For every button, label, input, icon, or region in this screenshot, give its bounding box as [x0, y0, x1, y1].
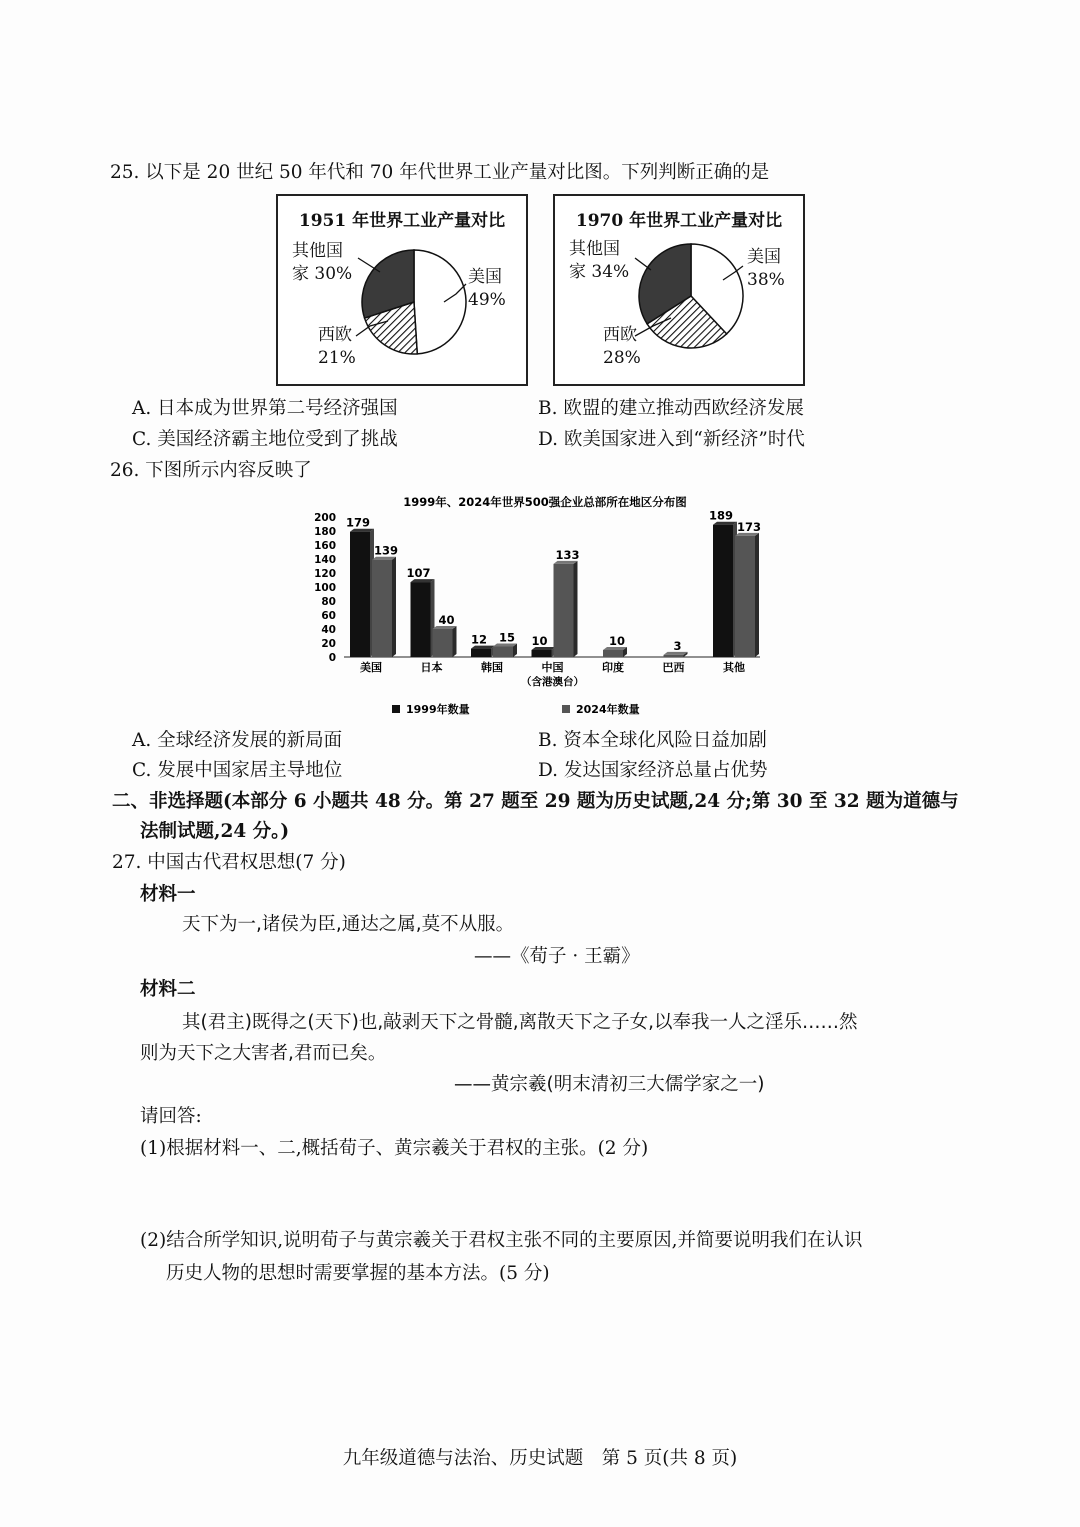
section2-heading-cont: 法制试题,24 分。) — [140, 821, 290, 842]
q25-option-b: B. 欧盟的建立推动西欧经济发展 — [538, 398, 804, 419]
bar-value-label: 189 — [708, 508, 734, 523]
q26-option-d: D. 发达国家经济总量占优势 — [538, 760, 768, 781]
material-one-label: 材料一 — [140, 884, 196, 905]
bar-1999年数量-其他 — [713, 525, 733, 657]
pie-1951-slice-0 — [414, 250, 466, 354]
q25-option-c: C. 美国经济霸主地位受到了挑战 — [132, 429, 398, 450]
y-tick-label: 100 — [314, 582, 336, 594]
x-category-sublabel: （含港澳台） — [521, 676, 584, 688]
bar-1999年数量-韩国 — [471, 649, 491, 657]
page-footer: 九年级道德与法治、历史试题 第 5 页(共 8 页) — [342, 1448, 738, 1469]
pie-1970-title: 1970 年世界工业产量对比 — [575, 211, 783, 231]
legend-label-2024: 2024年数量 — [576, 703, 640, 716]
x-category-label: 中国 — [541, 661, 564, 674]
q26-option-c: C. 发展中国家居主导地位 — [132, 760, 343, 781]
bar-value-label: 15 — [498, 630, 516, 645]
bar-value-label: 139 — [373, 543, 399, 558]
pie-chart-1951 — [276, 194, 528, 386]
bar-2024年数量-巴西 — [664, 655, 684, 657]
q27-title: 27. 中国古代君权思想(7 分) — [112, 852, 346, 873]
material-one-text: 天下为一,诸侯为臣,通达之属,莫不从服。 — [182, 914, 515, 935]
bar-2024年数量-日本 — [433, 629, 453, 657]
section2-heading: 二、非选择题(本部分 6 小题共 48 分。第 27 题至 29 题为历史试题,24 分;第 30 至 32 题为道德与 — [112, 791, 959, 812]
y-tick-label: 140 — [314, 554, 336, 566]
y-tick-label: 80 — [321, 596, 336, 608]
q26-option-a: A. 全球经济发展的新局面 — [132, 730, 343, 751]
x-category-label: 美国 — [360, 661, 382, 674]
bar-value-label: 133 — [555, 547, 580, 562]
pie-1951-label-weu: 西欧 21% — [318, 325, 356, 368]
q27-sub2: (2)结合所学知识,说明荀子与黄宗羲关于君权主张不同的主要原因,并简要说明我们在认识 — [140, 1230, 863, 1251]
y-tick-label: 0 — [328, 652, 336, 664]
legend-label-1999: 1999年数量 — [406, 703, 470, 716]
bar-side — [453, 626, 457, 657]
pie-1951-label-other: 其他国 家 30% — [292, 241, 353, 284]
q26-option-b: B. 资本全球化风险日益加剧 — [538, 730, 767, 751]
pie-1951-label-usa: 美国 49% — [468, 267, 506, 310]
x-category-label: 韩国 — [481, 661, 503, 674]
bar-2024年数量-美国 — [372, 560, 392, 657]
bar-2024年数量-韩国 — [493, 647, 513, 658]
bar-side — [574, 561, 578, 657]
bar-1999年数量-美国 — [350, 532, 370, 657]
legend-swatch-2024 — [562, 705, 570, 713]
y-tick-label: 160 — [314, 540, 336, 552]
bar-value-label: 3 — [673, 638, 682, 653]
bar-side — [392, 557, 396, 657]
y-tick-label: 20 — [321, 638, 336, 650]
q25-option-d: D. 欧美国家进入到“新经济”时代 — [538, 429, 805, 450]
y-tick-label: 60 — [321, 610, 336, 622]
bar-1999年数量-中国 — [532, 650, 552, 657]
q27-sub2-cont: 历史人物的思想时需要掌握的基本方法。(5 分) — [166, 1263, 550, 1284]
q26-stem: 26. 下图所示内容反映了 — [110, 460, 312, 481]
bar-chart-title: 1999年、2024年世界500强企业总部所在地区分布图 — [403, 495, 687, 509]
legend-swatch-1999 — [392, 705, 400, 713]
y-tick-label: 200 — [314, 512, 336, 524]
pie-1970-label-weu: 西欧 28% — [603, 325, 641, 368]
x-category-label: 日本 — [420, 661, 443, 674]
material-two-text-cont: 则为天下之大害者,君而已矣。 — [140, 1043, 387, 1064]
material-two-text: 其(君主)既得之(天下)也,敲剥天下之骨髓,离散天下之子女,以奉我一人之淫乐……然 — [182, 1012, 858, 1033]
answer-prompt: 请回答: — [140, 1106, 202, 1127]
material-two-label: 材料二 — [140, 979, 196, 1000]
bar-value-label: 10 — [608, 634, 626, 648]
pie-1970-label-usa: 美国 38% — [747, 247, 785, 290]
bar-side — [755, 533, 759, 657]
material-two-source: ——黄宗羲(明末清初三大儒学家之一) — [454, 1074, 765, 1095]
bar-value-label: 12 — [470, 632, 488, 647]
pie-1951-title: 1951 年世界工业产量对比 — [298, 211, 506, 231]
pie-chart-1970 — [553, 194, 805, 386]
bar-value-label: 179 — [345, 515, 371, 530]
y-tick-label: 40 — [321, 624, 336, 636]
bar-value-label: 40 — [438, 613, 455, 627]
bar-2024年数量-印度 — [603, 650, 623, 657]
bar-value-label: 107 — [406, 566, 431, 581]
y-tick-label: 120 — [314, 568, 336, 580]
x-category-label: 其他 — [723, 661, 745, 674]
x-category-label: 巴西 — [662, 661, 685, 674]
bar-1999年数量-日本 — [411, 582, 431, 657]
q25-stem: 25. 以下是 20 世纪 50 年代和 70 年代世界工业产量对比图。下列判断正确的是 — [110, 162, 770, 183]
pie-1970-leader-other — [635, 258, 651, 270]
y-tick-label: 180 — [314, 526, 336, 538]
q25-option-a: A. 日本成为世界第二号经济强国 — [132, 398, 398, 419]
bar-2024年数量-中国 — [554, 564, 574, 657]
material-one-source: ——《荀子 · 王霸》 — [474, 946, 640, 967]
pie-1970-label-other: 其他国 家 34% — [569, 239, 630, 282]
bar-chart — [300, 488, 780, 720]
bar-2024年数量-其他 — [735, 536, 755, 657]
bar-value-label: 10 — [531, 634, 548, 648]
bar-value-label: 173 — [736, 519, 762, 534]
q27-sub1: (1)根据材料一、二,概括荀子、黄宗羲关于君权的主张。(2 分) — [140, 1138, 649, 1159]
x-category-label: 印度 — [602, 661, 624, 674]
